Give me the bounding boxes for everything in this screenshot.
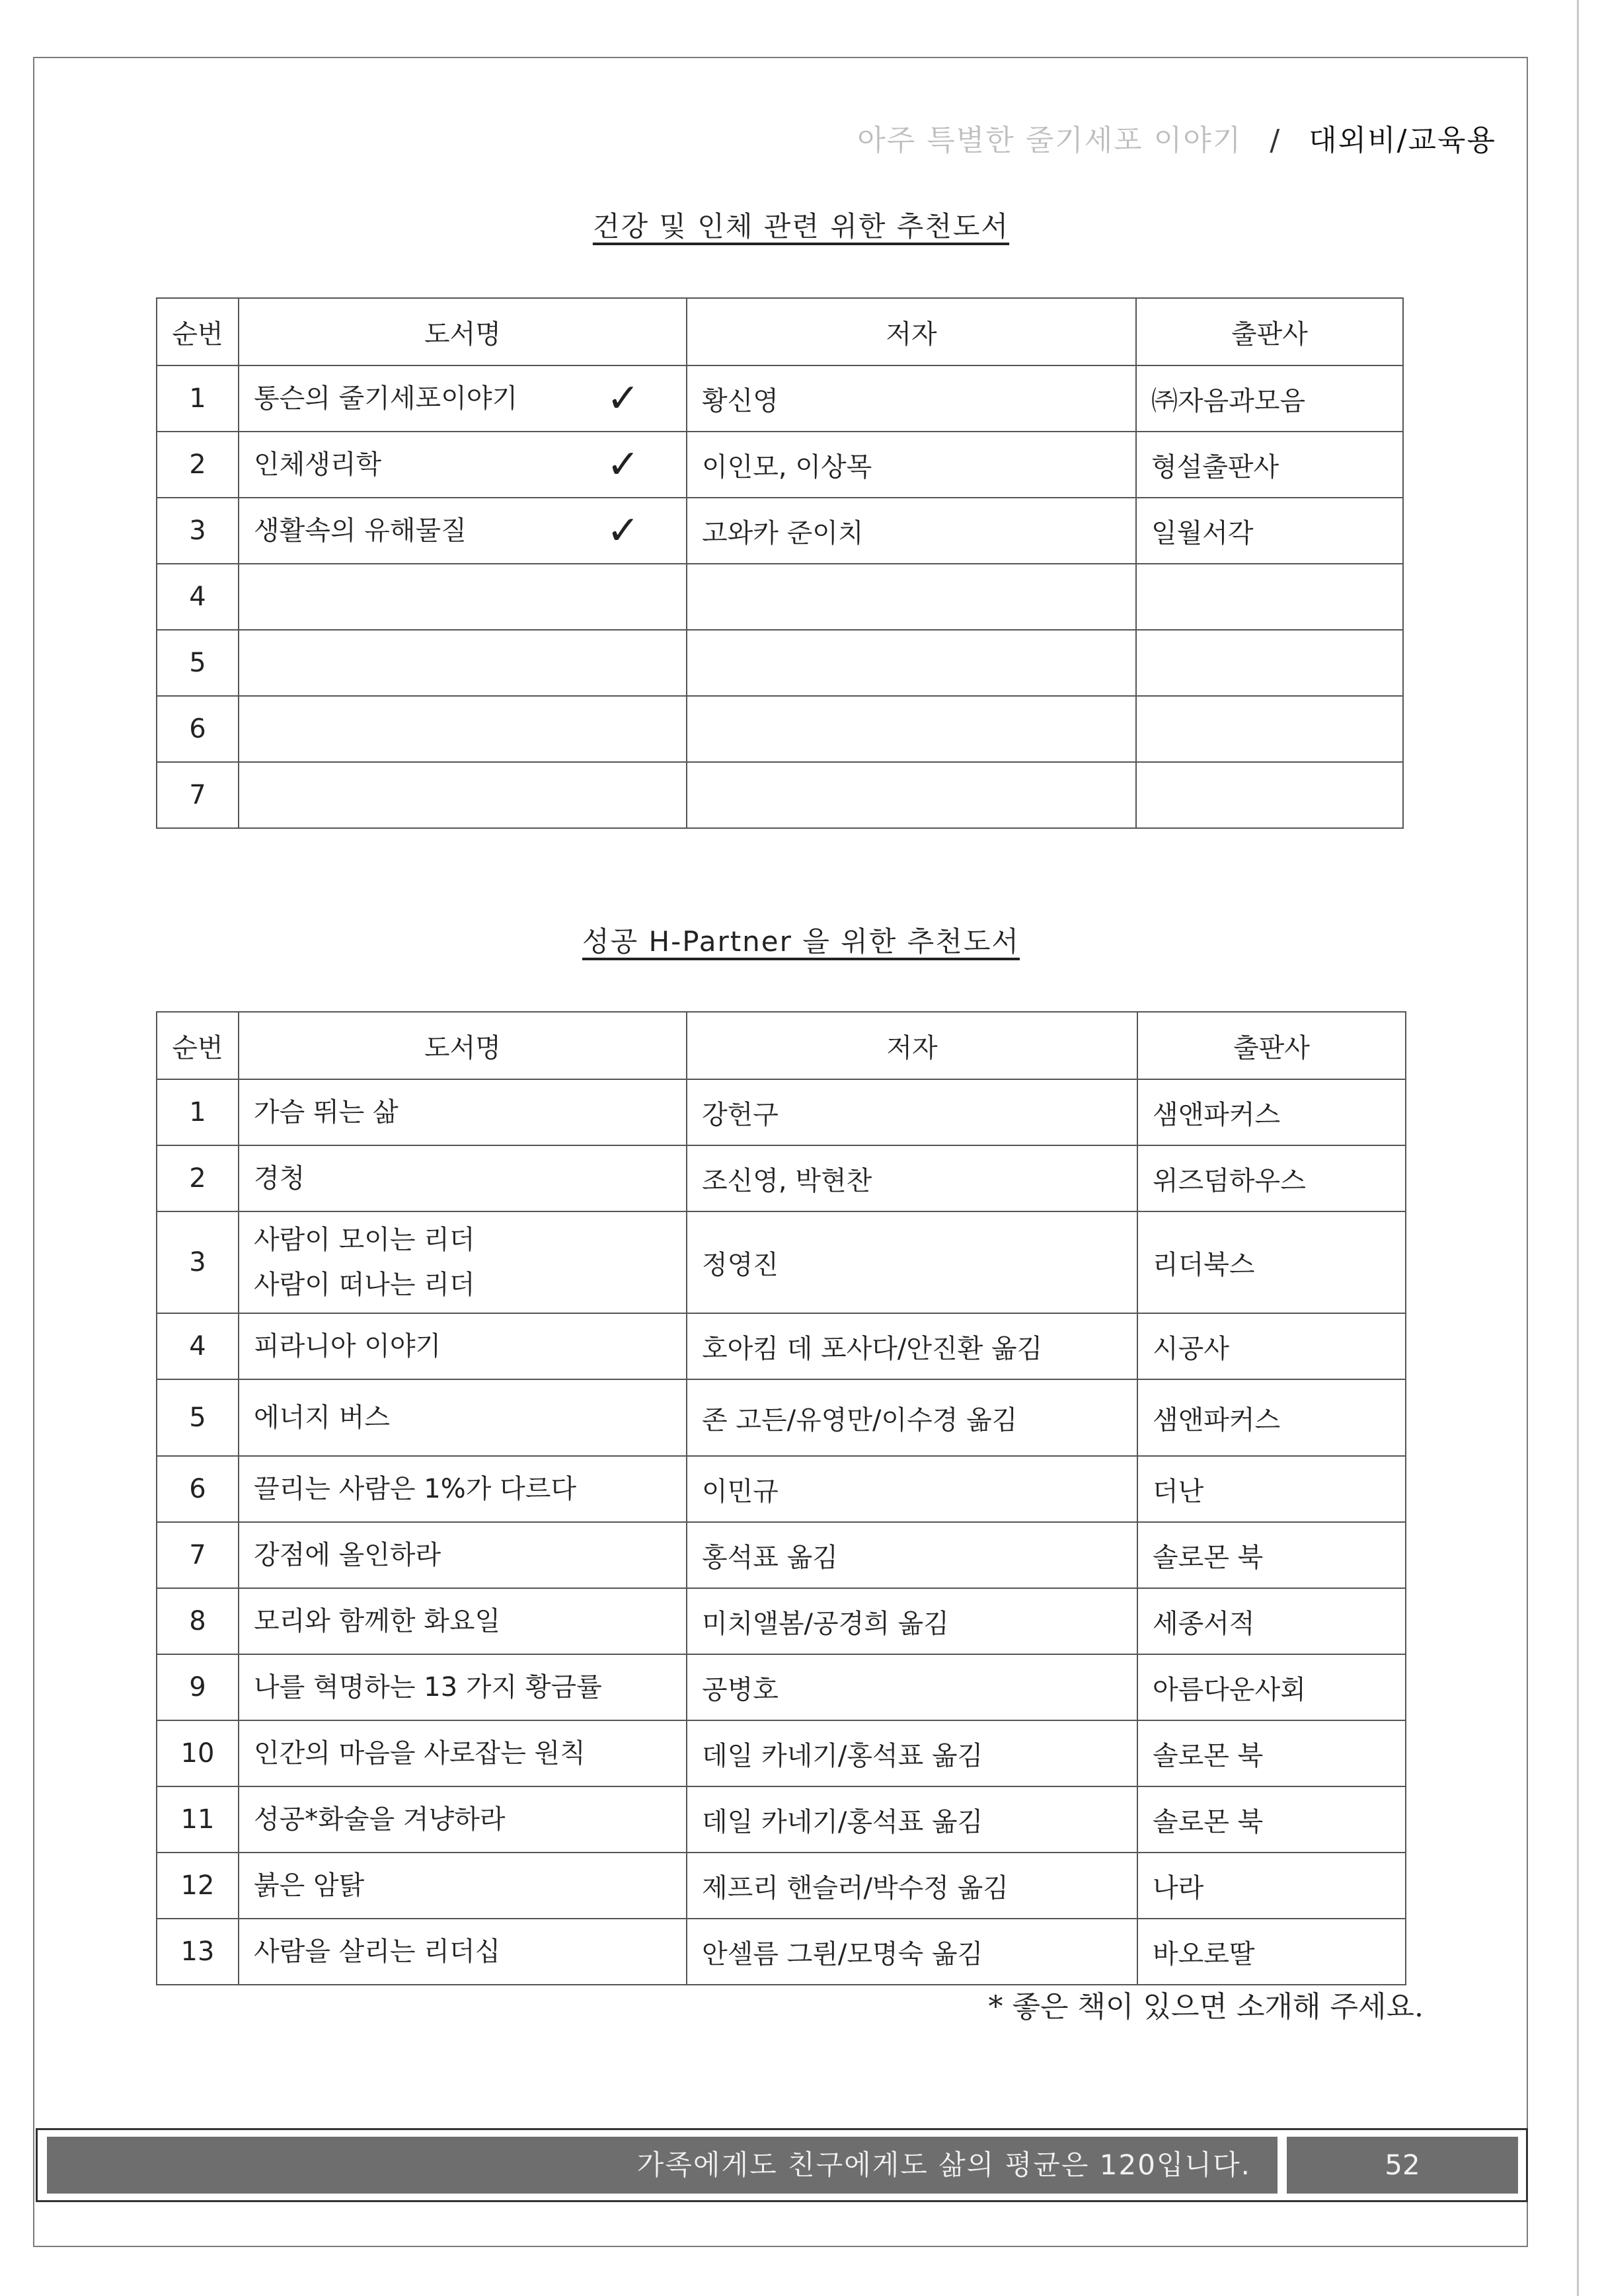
book-author-text: 고와카 준이치 — [702, 517, 864, 549]
book-title — [239, 1079, 687, 1145]
book-title-text: 강점에 올인하라 — [254, 1540, 441, 1570]
column-header-author: 저자 — [687, 1012, 1137, 1079]
column-header-number: 순번 — [157, 1012, 239, 1079]
book-publisher — [1137, 1588, 1406, 1654]
header-book-title: 아주 특별한 줄기세포 이야기 — [857, 124, 1242, 157]
row-number — [157, 1720, 239, 1786]
book-publisher — [1137, 1379, 1406, 1456]
row-number-text: 12 — [180, 1870, 215, 1901]
row-number-text: 9 — [189, 1672, 206, 1703]
row-number — [157, 1313, 239, 1379]
book-title — [239, 1313, 687, 1379]
row-number — [157, 498, 239, 564]
book-author-text: 공병호 — [702, 1674, 779, 1705]
book-author — [687, 1211, 1137, 1313]
book-publisher — [1136, 432, 1403, 498]
row-number — [157, 1786, 239, 1853]
book-author — [687, 1079, 1137, 1145]
book-author-text: 제프리 핸슬러/박수정 옮김 — [702, 1872, 1009, 1903]
health-books-table — [156, 297, 1404, 829]
book-author — [687, 365, 1136, 432]
book-title — [239, 365, 687, 432]
row-number — [157, 1145, 239, 1211]
row-number-text: 1 — [189, 1097, 206, 1128]
table-header-row — [157, 298, 1403, 365]
book-author — [687, 762, 1136, 828]
row-number — [157, 1456, 239, 1522]
book-publisher-text: 아름다운사회 — [1153, 1674, 1306, 1705]
section2-title: 성공 H-Partner 을 위한 추천도서 — [582, 925, 1020, 958]
table-row — [157, 1786, 1406, 1853]
header-separator: / — [1270, 124, 1281, 157]
table-row — [157, 1588, 1406, 1654]
column-header-author: 저자 — [687, 298, 1136, 365]
row-number — [157, 762, 239, 828]
book-author — [687, 498, 1136, 564]
book-title-text: 끌리는 사람은 1%가 다르다 — [254, 1474, 577, 1504]
table-row — [157, 432, 1403, 498]
book-author-text: 데일 카네기/홍석표 옮김 — [702, 1740, 983, 1771]
book-author-text: 안셀름 그륀/모명숙 옮김 — [702, 1938, 983, 1970]
row-number — [157, 696, 239, 762]
book-title — [239, 1853, 687, 1919]
book-publisher-text: 형설출판사 — [1151, 451, 1279, 482]
book-author — [687, 1145, 1137, 1211]
row-number — [157, 1919, 239, 1985]
book-publisher — [1137, 1079, 1406, 1145]
row-number-text: 5 — [189, 1402, 206, 1433]
header-classification-tag: 대외비/교육용 — [1309, 124, 1496, 157]
book-title — [239, 498, 687, 564]
book-publisher-text: 더난 — [1153, 1476, 1204, 1507]
book-publisher-text: 솔로몬 북 — [1153, 1740, 1264, 1771]
footnote: * 좋은 책이 있으면 소개해 주세요. — [988, 1990, 1424, 2024]
table-row — [157, 1522, 1406, 1588]
row-number-text: 5 — [189, 648, 206, 678]
row-number-text: 3 — [189, 516, 206, 546]
book-publisher — [1136, 498, 1403, 564]
table-row — [157, 1079, 1406, 1145]
book-publisher — [1136, 696, 1403, 762]
book-publisher — [1136, 365, 1403, 432]
book-author — [687, 1720, 1137, 1786]
book-author-text: 호아킴 데 포사다/안진환 옮김 — [702, 1333, 1043, 1364]
book-title-text: 성공*화술을 겨냥하라 — [254, 1804, 506, 1835]
book-author-text: 데일 카네기/홍석표 옮김 — [702, 1806, 983, 1837]
book-title — [239, 630, 687, 696]
book-title-text: 사람을 살리는 리더십 — [254, 1936, 501, 1967]
table-row — [157, 1145, 1406, 1211]
book-author — [687, 1379, 1137, 1456]
book-author — [687, 630, 1136, 696]
book-title-text: 인간의 마음을 사로잡는 원칙 — [254, 1738, 586, 1769]
book-title — [239, 1456, 687, 1522]
book-publisher — [1136, 762, 1403, 828]
book-title — [239, 696, 687, 762]
book-publisher — [1137, 1720, 1406, 1786]
row-number — [157, 1853, 239, 1919]
table-row — [157, 1919, 1406, 1985]
book-author — [687, 1313, 1137, 1379]
row-number-text: 2 — [189, 449, 206, 480]
running-header — [857, 116, 1496, 159]
row-number — [157, 1588, 239, 1654]
row-number-text: 11 — [180, 1804, 215, 1835]
book-author-text: 이인모, 이상목 — [702, 451, 872, 482]
book-title — [239, 1919, 687, 1985]
book-publisher-text: 솔로몬 북 — [1153, 1806, 1264, 1837]
footer-slogan: 가족에게도 친구에게도 삶의 평균은 120입니다. — [47, 2137, 1278, 2194]
partner-books-table — [156, 1011, 1406, 1985]
book-author — [687, 1588, 1137, 1654]
book-title — [239, 1145, 687, 1211]
book-author-text: 이민규 — [702, 1476, 779, 1507]
book-title-text: 생활속의 유해물질 — [254, 516, 467, 546]
book-title-text: 경청 — [254, 1163, 305, 1194]
table-row — [157, 1654, 1406, 1720]
book-title-text: 통슨의 줄기세포이야기 — [254, 383, 518, 414]
row-number — [157, 432, 239, 498]
book-title — [239, 1211, 687, 1313]
check-mark-icon: ✓ — [606, 375, 640, 422]
table-row — [157, 1379, 1406, 1456]
column-header-title: 도서명 — [239, 298, 687, 365]
book-title-text: 가슴 뛰는 삶 — [254, 1097, 399, 1128]
row-number-text: 4 — [189, 582, 206, 612]
book-author-text: 조신영, 박현찬 — [702, 1165, 872, 1196]
book-title — [239, 1379, 687, 1456]
book-title — [239, 1522, 687, 1588]
book-title-text: 모리와 함께한 화요일 — [254, 1606, 501, 1636]
book-author — [687, 564, 1136, 630]
book-publisher — [1137, 1456, 1406, 1522]
book-title — [239, 1654, 687, 1720]
book-author — [687, 1456, 1137, 1522]
book-publisher-text: 솔로몬 북 — [1153, 1542, 1264, 1573]
row-number-text: 1 — [189, 383, 206, 414]
book-title-text: 에너지 버스 — [254, 1402, 390, 1433]
table-header-row — [157, 1012, 1406, 1079]
book-author — [687, 1786, 1137, 1853]
row-number — [157, 1654, 239, 1720]
row-number — [157, 630, 239, 696]
row-number-text: 6 — [189, 1474, 206, 1504]
book-publisher — [1137, 1786, 1406, 1853]
book-publisher — [1137, 1919, 1406, 1985]
book-publisher — [1137, 1853, 1406, 1919]
row-number-text: 10 — [180, 1738, 215, 1769]
book-publisher — [1137, 1211, 1406, 1313]
footer-banner — [36, 2128, 1528, 2202]
book-title — [239, 1720, 687, 1786]
table-row — [157, 564, 1403, 630]
table-row — [157, 630, 1403, 696]
row-number — [157, 564, 239, 630]
column-header-publisher: 출판사 — [1137, 1012, 1406, 1079]
book-title-text: 피라니아 이야기 — [254, 1331, 441, 1361]
book-publisher-text: 세종서적 — [1153, 1608, 1255, 1639]
check-mark-icon: ✓ — [606, 508, 640, 554]
row-number — [157, 1211, 239, 1313]
column-header-title: 도서명 — [239, 1012, 687, 1079]
book-publisher-text: 리더북스 — [1153, 1249, 1255, 1280]
table-row — [157, 1456, 1406, 1522]
row-number-text: 6 — [189, 714, 206, 744]
row-number — [157, 365, 239, 432]
book-author-text: 강헌구 — [702, 1099, 779, 1130]
book-publisher-text: 위즈덤하우스 — [1153, 1165, 1306, 1196]
book-author — [687, 1919, 1137, 1985]
book-publisher-text: 나라 — [1153, 1872, 1204, 1903]
table-row — [157, 1853, 1406, 1919]
book-publisher-text: 시공사 — [1153, 1333, 1229, 1364]
book-publisher — [1137, 1145, 1406, 1211]
book-author — [687, 1853, 1137, 1919]
book-author-text: 정영진 — [702, 1249, 779, 1280]
check-mark-icon: ✓ — [606, 441, 640, 488]
column-header-number: 순번 — [157, 298, 239, 365]
table-row — [157, 498, 1403, 564]
book-author — [687, 432, 1136, 498]
row-number — [157, 1522, 239, 1588]
row-number — [157, 1379, 239, 1456]
book-title-text: 사람이 모이는 리더 사람이 떠나는 리더 — [254, 1225, 475, 1300]
book-publisher — [1137, 1654, 1406, 1720]
table-row — [157, 365, 1403, 432]
row-number — [157, 1079, 239, 1145]
book-author — [687, 1654, 1137, 1720]
row-number-text: 8 — [189, 1606, 206, 1636]
row-number-text: 13 — [180, 1936, 215, 1967]
book-title — [239, 762, 687, 828]
book-title-text: 붉은 암탉 — [254, 1870, 365, 1901]
book-publisher — [1136, 564, 1403, 630]
book-publisher-text: 샘앤파커스 — [1153, 1404, 1281, 1435]
book-author-text: 미치앨봄/공경희 옮김 — [702, 1608, 949, 1639]
row-number-text: 4 — [189, 1331, 206, 1361]
book-author-text: 홍석표 옮김 — [702, 1542, 838, 1573]
book-publisher-text: 샘앤파커스 — [1153, 1099, 1281, 1130]
book-publisher-text: 바오로딸 — [1153, 1938, 1255, 1970]
table-row — [157, 1211, 1406, 1313]
row-number-text: 3 — [189, 1247, 206, 1278]
book-author-text: 존 고든/유영만/이수경 옮김 — [702, 1404, 1018, 1435]
book-author-text: 황신영 — [702, 385, 779, 416]
book-publisher — [1137, 1313, 1406, 1379]
book-title — [239, 432, 687, 498]
page-edge — [1577, 0, 1579, 2296]
book-title-text: 나를 혁명하는 13 가지 황금률 — [254, 1672, 602, 1703]
table-row — [157, 762, 1403, 828]
row-number-text: 7 — [189, 780, 206, 810]
table-row — [157, 1720, 1406, 1786]
book-publisher-text: ㈜자음과모음 — [1151, 385, 1306, 416]
book-publisher — [1137, 1522, 1406, 1588]
column-header-publisher: 출판사 — [1136, 298, 1403, 365]
table-row — [157, 1313, 1406, 1379]
book-title-text: 인체생리학 — [254, 449, 382, 480]
row-number-text: 7 — [189, 1540, 206, 1570]
book-author — [687, 696, 1136, 762]
section1-title: 건강 및 인체 관련 위한 추천도서 — [592, 210, 1010, 243]
page-number: 52 — [1287, 2137, 1518, 2194]
book-title — [239, 1786, 687, 1853]
row-number-text: 2 — [189, 1163, 206, 1194]
book-author — [687, 1522, 1137, 1588]
book-publisher-text: 일월서각 — [1151, 517, 1254, 549]
table-row — [157, 696, 1403, 762]
book-publisher — [1136, 630, 1403, 696]
book-title — [239, 1588, 687, 1654]
book-title — [239, 564, 687, 630]
